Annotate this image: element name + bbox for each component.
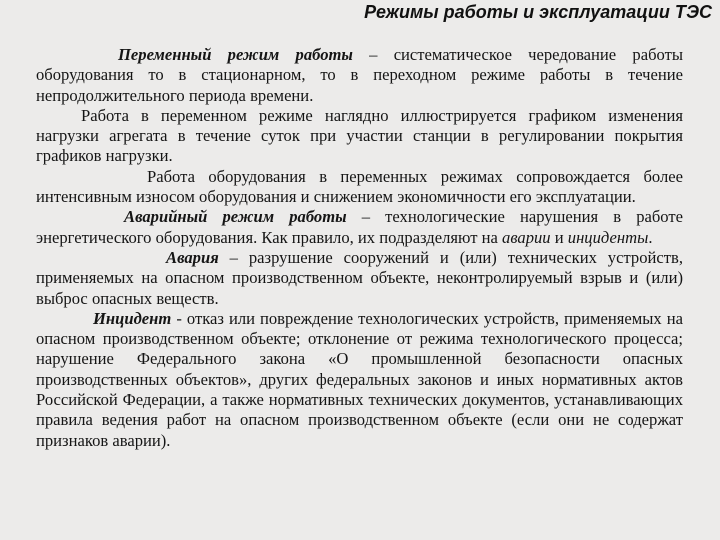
slide-body	[36, 45, 683, 451]
term-variable-mode: Переменный режим работы	[118, 45, 353, 64]
paragraph-load-graph: Работа в переменном режиме наглядно иллюстрируется графиком изменения нагрузки агрегата в течение суток при участии станции в регулировании покрытия графиков нагрузки.	[36, 105, 683, 166]
term-accident: Авария	[166, 247, 219, 267]
definition-emergency-mode: – технологические нарушения в работе энергетического оборудования. Как правило, их подразделяют на	[36, 207, 683, 247]
period: .	[648, 227, 653, 247]
paragraph-equipment-wear: Работа оборудования в переменных режимах сопровождается более интенсивным износом оборудования и снижением экономичности его эксплуатации.	[36, 166, 683, 207]
term-incident: Инцидент	[93, 308, 172, 328]
word-and: и	[550, 227, 568, 247]
paragraph-incident	[36, 309, 683, 451]
slide-title: Режимы работы и эксплуатации ТЭС	[364, 2, 712, 22]
definition-accident: – разрушение сооружений и (или) технических устройств, применяемых на опасном производственном объекте, неконтролируемый взрыв и (или) выброс опасных веществ.	[36, 247, 683, 308]
definition-incident: - отказ или повреждение технологических устройств, применяемых на опасном производственном объекте; отклонение от режима технологического процесса; нарушение Федерального закона «О промышленной безопасности опасных производственных объектов», других федеральных законов и иных нормативных актов Российской Федерации, а также нормативных технических документов, устанавливающих правила ведения работ на опасном производственном объекте (если они не содержат признаков аварии).	[36, 308, 683, 450]
paragraph-variable-mode	[36, 45, 683, 106]
word-accident: аварии	[502, 227, 551, 247]
term-emergency-mode: Аварийный режим работы	[124, 207, 347, 227]
definition-variable-mode: – систематическое чередование работы оборудования то в стационарном, то в переходном режиме работы в течение непродолжительного периода времени.	[36, 45, 683, 105]
paragraph-accident	[36, 248, 683, 309]
word-incidents: инциденты	[567, 227, 649, 247]
paragraph-emergency-mode	[36, 207, 683, 248]
